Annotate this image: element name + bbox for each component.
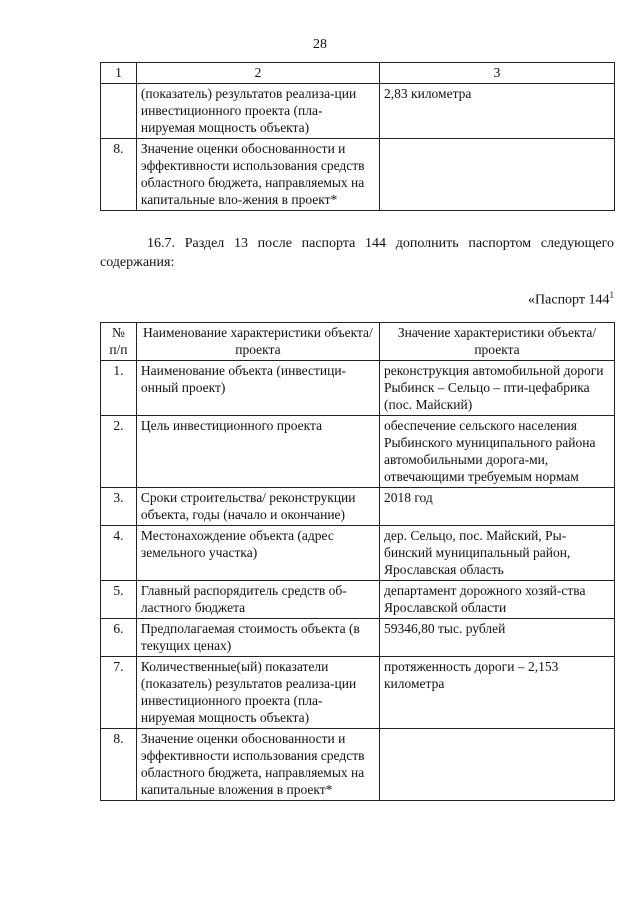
row-number: 4. [101, 526, 137, 581]
table-header-row [101, 63, 615, 84]
row-value: реконструкция автомобильной дороги Рыбинск – Сельцо – пти-цефабрика (пос. Майский) [379, 361, 614, 416]
table-row [101, 488, 615, 526]
passport-label [528, 290, 614, 309]
header-characteristic-name: Наименование характеристики объекта/проекта [136, 323, 379, 361]
row-value: 59346,80 тыс. рублей [379, 619, 614, 657]
row-name: (показатель) результатов реализа-ции инвестиционного проекта (пла-нируемая мощность объекта) [136, 84, 379, 139]
header-number: № п/п [101, 323, 137, 361]
table-row [101, 416, 615, 488]
row-value: протяженность дороги – 2,153 километра [379, 657, 614, 729]
passport-table [100, 322, 615, 801]
row-name: Главный распорядитель средств об-ластного бюджета [136, 581, 379, 619]
column-number-3: 3 [380, 63, 615, 84]
passport-label-superscript: 1 [609, 290, 614, 300]
row-number: 6. [101, 619, 137, 657]
table-row [101, 619, 615, 657]
table-row [101, 361, 615, 416]
row-number: 2. [101, 416, 137, 488]
row-name: Сроки строительства/ реконструкции объекта, годы (начало и окончание) [136, 488, 379, 526]
table-row [101, 84, 615, 139]
row-name: Наименование объекта (инвестици-онный проект) [136, 361, 379, 416]
row-number: 8. [101, 729, 137, 801]
table-row [101, 581, 615, 619]
row-name: Цель инвестиционного проекта [136, 416, 379, 488]
row-name: Предполагаемая стоимость объекта (в текущих ценах) [136, 619, 379, 657]
header-characteristic-value: Значение характеристики объекта/проекта [379, 323, 614, 361]
row-value: департамент дорожного хозяй-ства Ярославской области [379, 581, 614, 619]
row-number: 5. [101, 581, 137, 619]
row-value: дер. Сельцо, пос. Майский, Ры-бинский муниципальный район, Ярославская область [379, 526, 614, 581]
table-row [101, 729, 615, 801]
column-number-2: 2 [136, 63, 379, 84]
row-name: Значение оценки обоснованности и эффективности использования средств областного бюджета, направляемых на капитальные вложения в проект* [136, 729, 379, 801]
passport-label-text: «Паспорт 144 [528, 292, 610, 308]
row-name: Количественные(ый) показатели (показатель) результатов реализа-ции инвестиционного проекта (пла-нируемая мощность объекта) [136, 657, 379, 729]
table-row [101, 526, 615, 581]
row-number: 8. [101, 139, 137, 211]
amendment-paragraph: 16.7. Раздел 13 после паспорта 144 дополнить паспортом следующего содержания: [100, 236, 614, 270]
row-name: Значение оценки обоснованности и эффективности использования средств областного бюджета, направляемых на капитальные вло-жения в проект* [136, 139, 379, 211]
row-value: 2018 год [379, 488, 614, 526]
column-number-1: 1 [101, 63, 137, 84]
row-value [380, 139, 615, 211]
table-header-row [101, 323, 615, 361]
row-name: Местонахождение объекта (адрес земельного участка) [136, 526, 379, 581]
continuation-table [100, 62, 615, 211]
row-value [379, 729, 614, 801]
table-row [101, 657, 615, 729]
row-value: 2,83 километра [380, 84, 615, 139]
table-row [101, 139, 615, 211]
page-number: 28 [313, 37, 327, 52]
row-number: 7. [101, 657, 137, 729]
row-number: 1. [101, 361, 137, 416]
row-value: обеспечение сельского населения Рыбинского муниципального района автомобильными дорога-ми, отвечающими требуемым нормам [379, 416, 614, 488]
row-number: 3. [101, 488, 137, 526]
row-number [101, 84, 137, 139]
